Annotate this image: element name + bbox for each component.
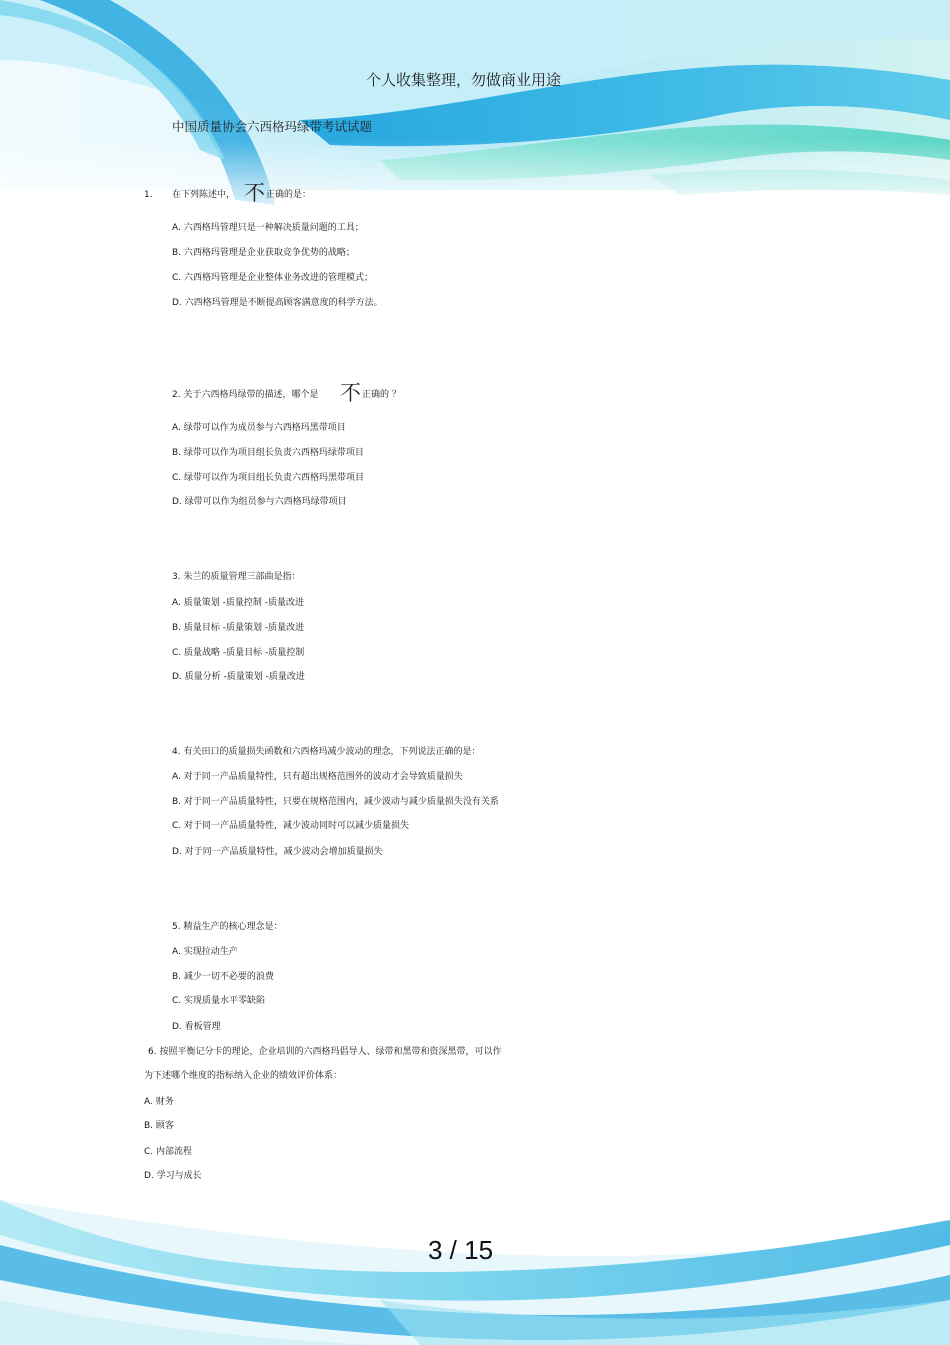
option: D. 绿带可以作为组员参与六西格玛绿带项目	[172, 497, 347, 507]
option: D. 学习与成长	[144, 1171, 202, 1181]
option: B. 减少一切不必要的浪费	[172, 972, 274, 982]
emphasis-not: 不	[340, 381, 361, 405]
option: C. 绿带可以作为项目组长负责六西格玛黑带项目	[172, 473, 365, 483]
option: D. 六西格玛管理是不断提高顾客满意度的科学方法。	[172, 298, 383, 308]
option: B. 绿带可以作为项目组长负责六西格玛绿带项目	[172, 448, 364, 458]
option: C. 对于同一产品质量特性，减少波动同时可以减少质量损失	[172, 821, 410, 831]
question-stem-end: 正确的 ？	[362, 390, 401, 400]
emphasis-not: 不	[244, 181, 265, 205]
question-stem-continued: 为下述哪个维度的指标纳入企业的绩效评价体系：	[144, 1071, 343, 1081]
option: D. 看板管理	[172, 1022, 221, 1032]
option: B. 顾客	[144, 1121, 174, 1131]
question-stem: 3. 朱兰的质量管理三部曲是指：	[172, 572, 301, 582]
option: C. 实现质量水平零缺陷	[172, 996, 266, 1006]
document-title: 中国质量协会六西格玛绿带考试试题	[172, 119, 373, 134]
option: A. 财务	[144, 1097, 174, 1107]
option: A. 对于同一产品质量特性，只有超出规格范围外的波动才会导致质量损失	[172, 772, 463, 782]
option: D. 对于同一产品质量特性，减少波动会增加质量损失	[172, 847, 383, 857]
option: C. 质量战略 -质量目标 -质量控制	[172, 648, 305, 658]
option: A. 质量策划 -质量控制 -质量改进	[172, 598, 304, 608]
question-stem-end: 正确的是：	[266, 190, 312, 200]
option: A. 绿带可以作为成员参与六西格玛黑带项目	[172, 423, 346, 433]
option: C. 内部流程	[144, 1147, 193, 1157]
question-stem: 2. 关于六西格玛绿带的描述，哪个是	[172, 390, 319, 400]
page-number: 3 / 15	[428, 1235, 494, 1265]
option: D. 质量分析 -质量策划 -质量改进	[172, 672, 305, 682]
option: A. 六西格玛管理只是一种解决质量问题的工具；	[172, 223, 364, 233]
question-stem: 4. 有关田口的质量损失函数和六西格玛减少波动的理念，下列说法正确的是：	[172, 747, 481, 757]
option: B. 质量目标 -质量策划 -质量改进	[172, 623, 305, 633]
option: C. 六西格玛管理是企业整体业务改进的管理模式；	[172, 273, 374, 283]
question-stem: 5. 精益生产的核心理念是：	[172, 922, 283, 932]
page-header: 个人收集整理，勿做商业用途	[366, 71, 562, 89]
question-stem: 6. 按照平衡记分卡的理论，企业培训的六西格玛倡导人、绿带和黑带和资深黑带，可以作	[148, 1047, 502, 1057]
option: B. 对于同一产品质量特性，只要在规格范围内，减少波动与减少质量损失没有关系	[172, 797, 499, 807]
question-stem: 在下列陈述中，	[172, 190, 236, 200]
question-number: 1.	[144, 190, 153, 200]
option: B. 六西格玛管理是企业获取竞争优势的战略；	[172, 248, 355, 258]
option: A. 实现拉动生产	[172, 947, 238, 957]
